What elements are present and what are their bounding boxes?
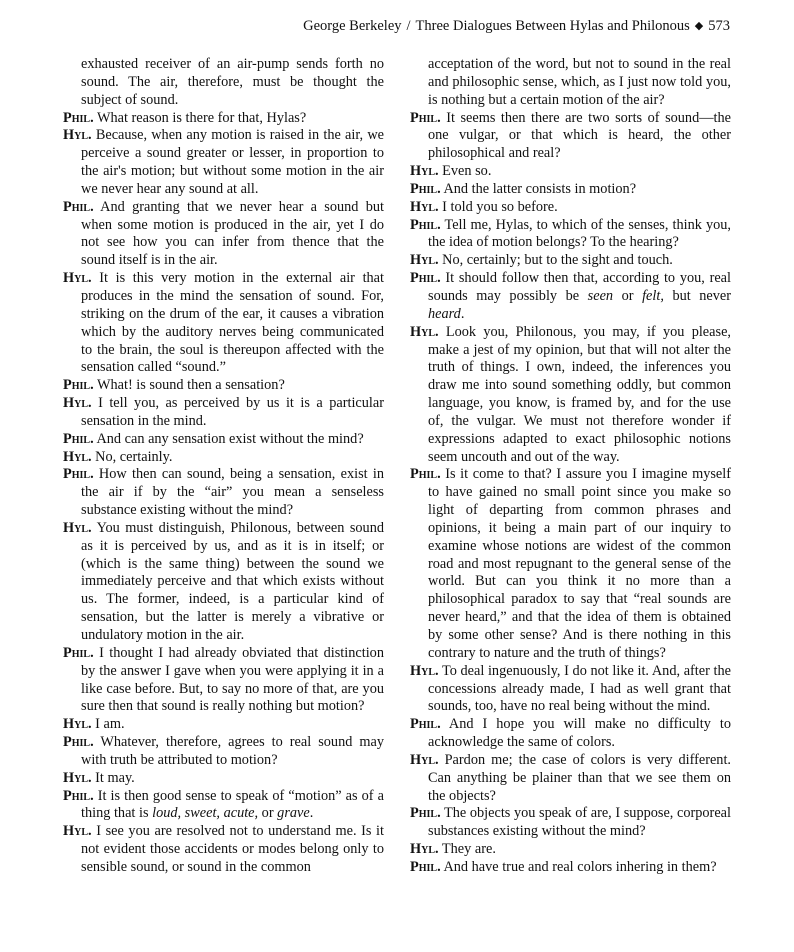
dialogue-text: It is then good sense to speak of “motion” as of a thing that is [81,787,384,822]
emphasis-text: grave [277,805,310,822]
dialogue-paragraph [410,466,731,662]
dialogue-text: but never [663,287,732,304]
dialogue-text: Is it come to that? I assure you I imagine myself to have gained no small point since you make so light of departing from common phrases and opinions, it being a main part of our inquiry to examine whose notions are widest of the common road and most repugnant to the general sense of the world. But can you think it no more than a philosophical paradox to say that “real sounds are never heard,” and that the idea of them is obtained by some other sense? And is there nothing in this contrary to nature and the truth of things? [428,466,732,661]
dialogue-text: acceptation of the word, but not to sound in the real and philosophic sense, which, as I just now told you, is nothing but a certain motion of the air? [428,56,731,108]
running-head-separator: / [406,18,411,34]
speaker-label: Hyl. [63,127,92,144]
dialogue-text: No, certainly. [95,448,173,465]
dialogue-paragraph [63,110,384,128]
dialogue-paragraph [410,716,731,752]
dialogue-paragraph [63,788,384,824]
dialogue-paragraph [63,770,384,788]
dialogue-text: You must distinguish, Philonous, between sound as it is perceived by us, and as it is in itself; or (which is the same thing) between the sound we immediately perceive and that which exists without us. The former, indeed, is a particular kind of sensation, but the latter is merely a vibrative or undulatory motion in the air. [81,519,385,643]
speaker-label: Phil. [410,805,441,822]
speaker-label: Phil. [410,858,441,875]
dialogue-paragraph [410,841,731,859]
dialogue-paragraph [63,645,384,716]
left-column [63,56,384,877]
dialogue-text: Because, when any motion is raised in the air, we perceive a sound greater or lesser, in proportion to the air's motion; but without some motion in the air we never hear any sound at all. [81,127,384,197]
dialogue-paragraph [410,110,731,164]
running-head-author: George Berkeley [303,18,402,34]
speaker-label: Phil. [63,644,94,661]
speaker-label: Phil. [410,216,441,233]
dialogue-text: I see you are resolved not to understand me. Is it not evident those accidents or modes belong only to sensible sound, or sound in the common [81,823,384,875]
dialogue-paragraph [410,805,731,841]
speaker-label: Hyl. [63,716,92,733]
dialogue-text: To deal ingenuously, I do not like it. And, after the concessions already made, I had as well grant that sounds, too, have no real being without the mind. [428,662,731,715]
speaker-label: Phil. [63,109,94,126]
speaker-label: Phil. [410,270,441,287]
dialogue-paragraph [410,181,731,199]
speaker-label: Phil. [410,716,441,733]
dialogue-paragraph [410,199,731,217]
right-column [410,56,731,877]
dialogue-paragraph [63,449,384,467]
dialogue-paragraph [63,431,384,449]
speaker-label: Phil. [410,466,441,483]
diamond-ornament-icon: ◆ [694,20,704,32]
dialogue-paragraph [63,520,384,645]
emphasis-text: felt, [642,287,664,304]
dialogue-text: What! is sound then a sensation? [96,377,285,394]
dialogue-text: I thought I had already obviated that distinction by the answer I gave when you were applying it in a like case before. But, to say no more of that, are you sure then that sound is really nothing but motion? [81,644,384,715]
speaker-label: Phil. [63,466,94,483]
dialogue-paragraph [63,395,384,431]
dialogue-text: And I hope you will make no difficulty to acknowledge the same of colors. [428,716,731,751]
dialogue-text: Pardon me; the case of colors is very different. Can anything be plainer than that we see them on the objects? [428,751,732,804]
dialogue-paragraph [63,466,384,520]
speaker-label: Hyl. [63,823,92,840]
dialogue-text: Whatever, therefore, agrees to real sound may with truth be attributed to motion? [81,734,384,768]
dialogue-text: It may. [95,769,135,786]
speaker-label: Phil. [63,377,94,394]
dialogue-paragraph [410,752,731,806]
speaker-label: Hyl. [410,198,439,215]
dialogue-text: No, certainly; but to the sight and touch. [442,252,673,269]
dialogue-paragraph [410,217,731,253]
dialogue-text: I told you so before. [442,198,558,215]
dialogue-text: And the latter consists in motion? [443,180,637,197]
dialogue-paragraph [63,270,384,377]
dialogue-text: And granting that we never hear a sound but when some motion is produced in the air, yet I do not see how you can infer from thence that the sound itself is in the air. [81,198,384,269]
dialogue-text: Tell me, Hylas, to which of the senses, think you, the idea of motion belongs? To the hearing? [428,216,731,251]
speaker-label: Hyl. [410,751,439,768]
speaker-label: Phil. [63,787,94,804]
dialogue-text: The objects you speak of are, I suppose, corporeal substances existing without the mind? [428,805,731,840]
speaker-label: Hyl. [63,769,92,786]
dialogue-paragraph [63,127,384,198]
speaker-label: Phil. [63,430,94,447]
dialogue-text: How then can sound, being a sensation, exist in the air if by the “air” you mean a senseless substance existing without the mind? [81,466,384,519]
dialogue-paragraph [63,377,384,395]
dialogue-text: or [258,805,278,822]
speaker-label: Phil. [410,109,441,126]
speaker-label: Hyl. [63,519,92,536]
page-number: 573 [708,18,730,34]
dialogue-paragraph [410,163,731,181]
dialogue-text: It seems then there are two sorts of sound—the one vulgar, or that which is heard, the other philosophical and real? [428,109,731,162]
dialogue-text: . [460,305,465,322]
continued-paragraph [63,56,384,110]
dialogue-paragraph [410,270,731,324]
dialogue-text: exhausted receiver of an air-pump sends forth no sound. The air, therefore, must be thought the subject of sound. [81,56,384,108]
dialogue-text: And have true and real colors inhering in them? [443,858,717,875]
dialogue-text: I tell you, as perceived by us it is a particular sensation in the mind. [81,395,384,429]
speaker-label: Hyl. [63,448,92,465]
dialogue-paragraph [410,324,731,467]
emphasis-text: loud, sweet, acute, [152,805,259,822]
running-head-title: Three Dialogues Between Hylas and Philonous [415,18,690,34]
speaker-label: Hyl. [410,323,439,340]
speaker-label: Hyl. [410,163,439,180]
continued-paragraph [410,56,731,110]
dialogue-text: or [613,287,643,304]
dialogue-paragraph [410,252,731,270]
speaker-label: Phil. [63,734,94,751]
dialogue-text: Look you, Philonous, you may, if you please, make a jest of my opinion, but that will not alter the truth of things. I own, indeed, the inferences you draw me into sound something oddly, but common language, you know, is framed by, and for the use of, the vulgar. We must not therefore wonder if expressions adapted to exact philosophic notions seem uncouth and out of the way. [428,323,731,465]
dialogue-paragraph [63,734,384,770]
speaker-label: Phil. [63,198,94,215]
speaker-label: Hyl. [410,662,439,679]
dialogue-paragraph [410,859,731,877]
speaker-label: Hyl. [63,395,92,412]
speaker-label: Hyl. [410,841,439,858]
dialogue-text: What reason is there for that, Hylas? [96,109,307,126]
speaker-label: Phil. [410,180,441,197]
dialogue-text: Even so. [442,163,492,180]
dialogue-text: I am. [95,716,125,733]
emphasis-text: heard [428,305,461,322]
dialogue-text: It is this very motion in the external air that produces in the mind the sensation of sound. For, striking on the drum of the ear, it causes a vibration which by the auditory nerves being communicated to the brain, the soul is thereupon affected with the sensation called “sound.” [81,270,385,376]
emphasis-text: seen [587,287,614,304]
dialogue-paragraph [410,663,731,717]
dialogue-paragraph [63,199,384,270]
running-head [303,18,730,35]
speaker-label: Hyl. [63,270,92,287]
dialogue-text: . [309,805,314,822]
dialogue-paragraph [63,716,384,734]
dialogue-text: They are. [441,841,496,858]
dialogue-text: And can any sensation exist without the mind? [96,430,364,447]
dialogue-text: It should follow then that, according to you, real sounds may possibly be [428,270,731,304]
speaker-label: Hyl. [410,252,439,269]
dialogue-paragraph [63,823,384,877]
